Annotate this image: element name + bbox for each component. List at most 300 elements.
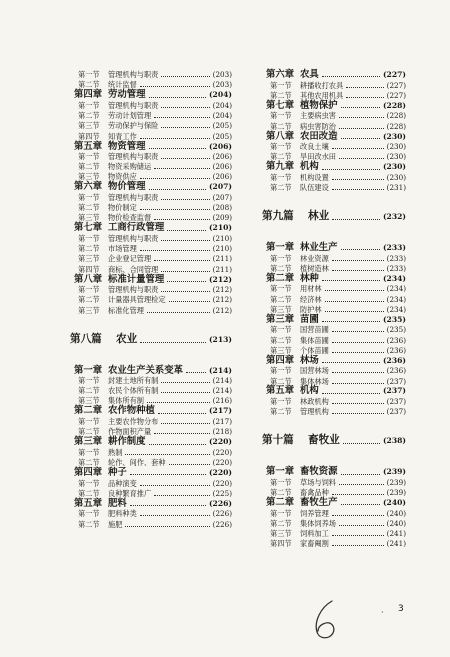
toc-section-entry	[70, 448, 232, 458]
toc-section-label: 第一节	[78, 447, 100, 457]
toc-section-title: 植树造林	[300, 263, 329, 273]
toc-section-title: 物资采购储运	[108, 162, 152, 172]
toc-section-label: 第三节	[270, 345, 292, 355]
dot-leader	[161, 107, 209, 108]
toc-section-title: 管理机构与职责	[108, 100, 159, 110]
dot-leader	[322, 393, 380, 394]
toc-chapter-entry	[70, 275, 232, 285]
dot-leader	[161, 127, 209, 128]
toc-section-label: 第二节	[78, 244, 100, 254]
dot-leader	[322, 362, 380, 363]
toc-section-title: 肥料种类	[108, 509, 137, 519]
dot-leader	[169, 464, 210, 465]
toc-chapter-label: 第八章	[74, 273, 103, 285]
toc-section-title: 物价检查监督	[108, 213, 152, 223]
toc-page-number: (226)	[212, 509, 232, 519]
handwritten-mark	[306, 598, 346, 642]
dot-leader	[147, 402, 210, 403]
dot-leader	[161, 392, 209, 393]
toc-chapter-label: 第六章	[74, 181, 103, 193]
toc-section-entry	[70, 285, 232, 295]
toc-page-number: (237)	[386, 376, 406, 386]
toc-chapter-entry	[70, 90, 232, 100]
toc-section-label: 第二节	[78, 488, 100, 498]
toc-section-title: 林业资源	[300, 253, 329, 263]
dot-leader	[167, 230, 206, 231]
dot-leader	[339, 117, 384, 118]
toc-page-number: (228)	[382, 100, 406, 110]
dot-leader	[140, 342, 206, 343]
toc-section-label: 第一节	[270, 508, 292, 518]
dot-leader	[341, 107, 380, 108]
toc-section-label: 第三节	[78, 121, 100, 131]
toc-section-label: 第一节	[78, 234, 100, 243]
dot-leader	[186, 372, 206, 373]
toc-section-label: 第四节	[270, 539, 292, 549]
toc-page-number: (236)	[382, 355, 406, 365]
toc-section-entry	[70, 478, 232, 488]
toc-section-entry	[70, 509, 232, 519]
toc-left-column	[70, 70, 232, 530]
dot-leader	[322, 169, 380, 170]
toc-section-label: 第三节	[78, 172, 100, 182]
toc-page-number: (240)	[386, 508, 406, 518]
toc-section-title: 主要农作物分布	[108, 417, 159, 427]
toc-section-entry	[262, 294, 406, 304]
toc-page-number: (228)	[386, 111, 406, 121]
toc-section-label: 第一节	[270, 477, 292, 487]
toc-chapter-label: 第二章	[266, 272, 295, 284]
toc-chapter-title: 肥料	[108, 497, 127, 509]
dot-leader	[161, 423, 209, 424]
toc-section-label: 第二节	[270, 90, 292, 100]
dot-leader	[325, 301, 384, 302]
toc-chapter-label: 第一章	[74, 364, 103, 376]
toc-chapter-label: 第四章	[266, 354, 295, 366]
toc-page-number: (240)	[382, 498, 406, 508]
toc-chapter-title: 林业生产	[300, 242, 338, 254]
toc-page-number: (220)	[208, 467, 232, 477]
toc-page-number: (214)	[212, 376, 232, 386]
toc-chapter-title: 物价管理	[108, 181, 146, 193]
toc-part-title: 畜牧业	[308, 434, 340, 447]
toc-chapter-title: 标准计量管理	[108, 273, 165, 285]
toc-page-number: (230)	[382, 162, 406, 172]
toc-section-label: 第二节	[270, 376, 292, 386]
toc-page-number: (240)	[386, 518, 406, 528]
toc-section-title: 机构设置	[300, 172, 329, 182]
toc-section-title: 集体苗圃	[300, 335, 329, 345]
toc-section-title: 统计监督	[108, 80, 137, 90]
toc-chapter-label: 第五章	[266, 385, 295, 397]
toc-section-label: 第四节	[78, 131, 100, 141]
toc-section-title: 施肥	[108, 519, 123, 529]
toc-section-title: 管理机构与职责	[108, 193, 159, 203]
toc-page-number: (216)	[212, 396, 232, 406]
toc-section-entry	[70, 70, 232, 80]
toc-page-number: (204)	[212, 111, 232, 121]
dot-leader	[125, 526, 209, 527]
dot-leader	[346, 87, 384, 88]
toc-section-entry	[262, 366, 406, 376]
toc-section-title: 队伍建设	[300, 183, 329, 193]
toc-page-number: (235)	[386, 325, 406, 335]
dot-leader	[322, 76, 380, 77]
dot-leader	[332, 219, 380, 220]
toc-section-label: 第三节	[78, 396, 100, 406]
toc-section-label: 第一节	[78, 376, 100, 386]
toc-page-number: (211)	[212, 254, 232, 264]
toc-page-number: (220)	[212, 458, 232, 467]
dot-leader	[169, 301, 210, 302]
toc-section-title: 主要病虫害	[300, 111, 336, 121]
toc-page-number: (214)	[208, 365, 232, 375]
toc-chapter-label: 第三章	[74, 436, 103, 448]
dot-leader	[332, 535, 384, 536]
toc-page-number: (203)	[212, 80, 232, 90]
toc-section-label: 第二节	[270, 518, 292, 528]
toc-section-label: 第二节	[78, 519, 100, 529]
toc-section-label: 第二节	[78, 111, 100, 121]
toc-page-number: (234)	[386, 304, 406, 314]
toc-section-title: 企业登记管理	[108, 254, 152, 264]
toc-chapter-title: 农田改造	[300, 130, 338, 142]
dot-leader	[154, 433, 210, 434]
toc-section-entry	[70, 193, 232, 203]
toc-section-label: 第三节	[78, 213, 100, 223]
toc-page-number: (233)	[386, 263, 406, 273]
toc-section-title: 国营苗圃	[300, 325, 329, 335]
toc-section-entry	[262, 397, 406, 407]
toc-section-title: 经济林	[300, 294, 322, 304]
toc-section-title: 管理机构与职责	[108, 285, 159, 295]
toc-page-number: (220)	[208, 437, 232, 447]
toc-section-entry	[70, 111, 232, 121]
dot-leader	[161, 158, 209, 159]
toc-page-number: (239)	[386, 488, 406, 498]
toc-section-entry	[70, 417, 232, 427]
toc-chapter-label: 第一章	[266, 466, 295, 478]
toc-chapter-entry	[70, 437, 232, 447]
toc-section-label: 第一节	[270, 397, 292, 407]
toc-section-title: 物资供应	[108, 172, 137, 182]
toc-page-number: (204)	[208, 90, 232, 100]
toc-section-title: 畜禽品种	[300, 488, 329, 498]
toc-chapter-entry	[70, 468, 232, 478]
toc-chapter-title: 农具	[300, 68, 319, 80]
dot-leader	[154, 260, 210, 261]
dot-leader	[149, 97, 206, 98]
dot-leader	[332, 342, 384, 343]
toc-section-entry	[70, 131, 232, 141]
toc-section-title: 改良土壤	[300, 142, 329, 152]
toc-chapter-title: 苗圃	[300, 313, 319, 325]
toc-page-number: (220)	[212, 478, 232, 488]
toc-section-entry	[262, 142, 406, 152]
toc-section-entry	[262, 529, 406, 539]
dot-leader	[147, 312, 210, 313]
toc-chapter-title: 物资管理	[108, 140, 146, 152]
toc-page-number: (241)	[386, 528, 406, 538]
toc-section-title: 轮作、间作、套种	[108, 458, 166, 467]
toc-section-label: 第二节	[78, 427, 100, 437]
dot-leader	[332, 331, 384, 332]
dot-leader	[140, 250, 210, 251]
toc-page-number: (206)	[208, 141, 232, 151]
toc-chapter-entry	[262, 70, 406, 80]
dot-leader	[332, 189, 384, 190]
toc-section-title: 个体苗圃	[300, 345, 329, 355]
toc-section-label: 第二节	[270, 335, 292, 345]
dot-leader	[341, 474, 380, 475]
toc-section-entry	[262, 253, 406, 263]
toc-section-title: 集体林场	[300, 376, 329, 386]
toc-chapter-title: 种子	[108, 466, 127, 478]
toc-section-title: 封建土地所有制	[108, 376, 159, 386]
toc-page-number: (210)	[212, 244, 232, 254]
dot-leader	[149, 148, 206, 149]
dot-leader	[343, 443, 380, 444]
toc-section-entry	[70, 254, 232, 264]
toc-section-entry	[70, 152, 232, 162]
toc-right-column	[262, 70, 406, 549]
toc-section-label: 第二节	[270, 488, 292, 498]
toc-section-entry	[70, 376, 232, 386]
toc-page-number: (205)	[212, 121, 232, 131]
toc-section-title: 物价制定	[108, 203, 137, 213]
toc-chapter-label: 第四章	[74, 89, 103, 101]
toc-page-number: (227)	[386, 80, 406, 90]
toc-page-number: (218)	[212, 427, 232, 437]
toc-section-entry	[70, 386, 232, 396]
dot-leader	[154, 117, 210, 118]
dot-leader	[154, 219, 210, 220]
dot-leader	[332, 413, 384, 414]
toc-chapter-entry	[70, 142, 232, 152]
toc-page-number: (234)	[382, 273, 406, 283]
toc-page-number: (217)	[212, 417, 232, 427]
toc-section-label: 第二节	[270, 121, 292, 131]
dot-leader	[149, 189, 206, 190]
toc-page-number: (212)	[212, 295, 232, 305]
toc-chapter-title: 植物保护	[300, 99, 338, 111]
toc-section-title: 饲养管理	[300, 508, 329, 518]
toc-part-entry	[70, 333, 232, 346]
toc-page-number: (211)	[212, 264, 232, 274]
toc-section-entry	[70, 101, 232, 111]
dot-leader	[339, 158, 384, 159]
dot-leader	[339, 128, 384, 129]
toc-chapter-entry	[262, 243, 406, 253]
toc-section-title: 用材林	[300, 284, 322, 294]
toc-section-title: 家畜阉割	[300, 539, 329, 549]
toc-section-entry	[262, 539, 406, 549]
toc-page-number: (233)	[382, 243, 406, 253]
toc-section-label: 第二节	[78, 162, 100, 172]
toc-chapter-entry	[262, 101, 406, 111]
dot-leader	[332, 179, 384, 180]
toc-section-entry	[262, 284, 406, 294]
dot-leader	[158, 413, 206, 414]
dot-leader	[140, 485, 210, 486]
toc-section-title: 劳动计划管理	[108, 111, 152, 121]
toc-part-label: 第八篇	[70, 332, 102, 345]
toc-section-entry	[262, 111, 406, 121]
toc-part-title: 农业	[116, 332, 138, 345]
toc-section-entry	[70, 244, 232, 254]
toc-page-number: (237)	[386, 397, 406, 407]
toc-chapter-title: 机构	[300, 385, 319, 397]
toc-section-label: 第一节	[270, 366, 292, 376]
toc-section-title: 集体所有制	[108, 396, 144, 406]
toc-page-number: (212)	[212, 305, 232, 315]
toc-part-title: 林业	[308, 210, 330, 223]
dot-leader	[339, 525, 384, 526]
dot-leader	[322, 321, 380, 322]
toc-section-entry	[70, 305, 232, 315]
dot-leader	[341, 504, 380, 505]
dot-leader	[332, 494, 384, 495]
toc-section-label: 第三节	[78, 254, 100, 264]
toc-page-number: (230)	[386, 142, 406, 152]
toc-chapter-entry	[262, 315, 406, 325]
dot-leader	[140, 209, 210, 210]
toc-section-label: 第二节	[78, 203, 100, 213]
toc-section-label: 第一节	[270, 253, 292, 263]
toc-section-label: 第二节	[270, 152, 292, 162]
toc-chapter-label: 第三章	[266, 313, 295, 325]
toc-chapter-label: 第七章	[266, 99, 295, 111]
toc-chapter-entry	[70, 499, 232, 509]
toc-page-number: (234)	[386, 294, 406, 304]
toc-chapter-entry	[262, 274, 406, 284]
dot-leader	[161, 199, 209, 200]
dot-leader	[339, 484, 384, 485]
toc-page-number: (237)	[386, 407, 406, 417]
dot-leader	[325, 290, 384, 291]
toc-section-title: 病虫害防治	[300, 121, 336, 131]
toc-page-number: (210)	[212, 234, 232, 243]
toc-section-entry	[262, 508, 406, 518]
toc-chapter-title: 机构	[300, 161, 319, 173]
toc-section-title: 林政机构	[300, 397, 329, 407]
dot-leader	[154, 495, 210, 496]
toc-section-entry	[70, 162, 232, 172]
toc-page-number: (210)	[208, 223, 232, 233]
toc-section-label: 第二节	[270, 294, 292, 304]
dot-leader	[341, 138, 380, 139]
toc-page-number: (231)	[386, 183, 406, 193]
toc-chapter-entry	[70, 223, 232, 233]
dot-leader	[140, 138, 210, 139]
toc-page-number: (238)	[382, 436, 406, 446]
toc-chapter-label: 第六章	[266, 68, 295, 80]
toc-chapter-entry	[70, 182, 232, 192]
toc-page-number: (206)	[212, 162, 232, 172]
toc-section-entry	[262, 121, 406, 131]
toc-page-number: (239)	[386, 477, 406, 487]
toc-section-entry	[262, 183, 406, 193]
toc-section-label: 第一节	[270, 80, 292, 90]
toc-page-number: (239)	[382, 467, 406, 477]
toc-section-title: 旱田改水田	[300, 152, 336, 162]
toc-page-number: (207)	[212, 193, 232, 203]
toc-section-label: 第二节	[270, 183, 292, 193]
toc-page-number: (226)	[208, 498, 232, 508]
toc-section-entry	[262, 519, 406, 529]
toc-section-label: 第一节	[270, 172, 292, 182]
toc-section-entry	[262, 478, 406, 488]
toc-section-label: 第一节	[78, 70, 100, 80]
toc-section-label: 第一节	[78, 193, 100, 203]
page-number: 3	[398, 604, 404, 614]
toc-chapter-label: 第二章	[266, 497, 295, 509]
toc-section-label: 第二节	[78, 80, 100, 90]
dot-leader	[322, 280, 380, 281]
dot-leader	[332, 260, 384, 261]
dot-leader	[332, 545, 384, 546]
toc-chapter-entry	[70, 366, 232, 376]
toc-section-label: 第一节	[270, 325, 292, 335]
toc-page-number: (226)	[212, 519, 232, 529]
toc-section-label: 第一节	[78, 478, 100, 488]
toc-section-title: 防护林	[300, 304, 322, 314]
toc-section-label: 第二节	[270, 407, 292, 417]
toc-section-entry	[70, 519, 232, 529]
toc-section-title: 良种繁育推广	[108, 488, 152, 498]
toc-page-number: (204)	[212, 100, 232, 110]
toc-section-title: 管理机构与职责	[108, 70, 159, 80]
toc-page-number: (230)	[386, 172, 406, 182]
toc-page-number: (212)	[208, 274, 232, 284]
toc-section-title: 品种演变	[108, 478, 137, 488]
dot-leader	[332, 148, 384, 149]
toc-page-number: (217)	[208, 406, 232, 416]
toc-chapter-entry	[262, 132, 406, 142]
toc-section-entry	[262, 325, 406, 335]
toc-section-title: 标准化管理	[108, 305, 144, 315]
toc-page-number: (236)	[386, 366, 406, 376]
toc-page-number: (227)	[382, 69, 406, 79]
toc-page-number: (241)	[386, 539, 406, 549]
toc-page-number: (212)	[212, 285, 232, 295]
dot-leader	[140, 86, 210, 87]
dot-leader	[161, 291, 209, 292]
dot-leader	[167, 281, 206, 282]
toc-chapter-title: 劳动管理	[108, 89, 146, 101]
toc-section-title: 市场管理	[108, 244, 137, 254]
toc-section-label: 第一节	[270, 142, 292, 152]
dot-leader	[332, 270, 384, 271]
toc-section-title: 劳动保护与保险	[108, 121, 159, 131]
toc-section-label: 第一节	[270, 284, 292, 294]
toc-section-title: 作物面积产量	[108, 427, 152, 437]
toc-page-number: (228)	[386, 121, 406, 131]
dot-leader	[161, 76, 209, 77]
toc-section-title: 管理机构	[300, 407, 329, 417]
toc-section-entry	[262, 335, 406, 345]
toc-part-label: 第九篇	[262, 210, 294, 223]
toc-chapter-title: 工商行政管理	[108, 222, 165, 234]
toc-section-title: 商标、合同管理	[108, 264, 159, 274]
toc-page-number: (230)	[382, 131, 406, 141]
toc-chapter-entry	[262, 498, 406, 508]
toc-page-number: (206)	[212, 152, 232, 162]
toc-section-entry	[262, 407, 406, 417]
toc-chapter-label: 第四章	[74, 466, 103, 478]
toc-section-label: 第二节	[78, 458, 100, 467]
toc-section-title: 饲料加工	[300, 528, 329, 538]
